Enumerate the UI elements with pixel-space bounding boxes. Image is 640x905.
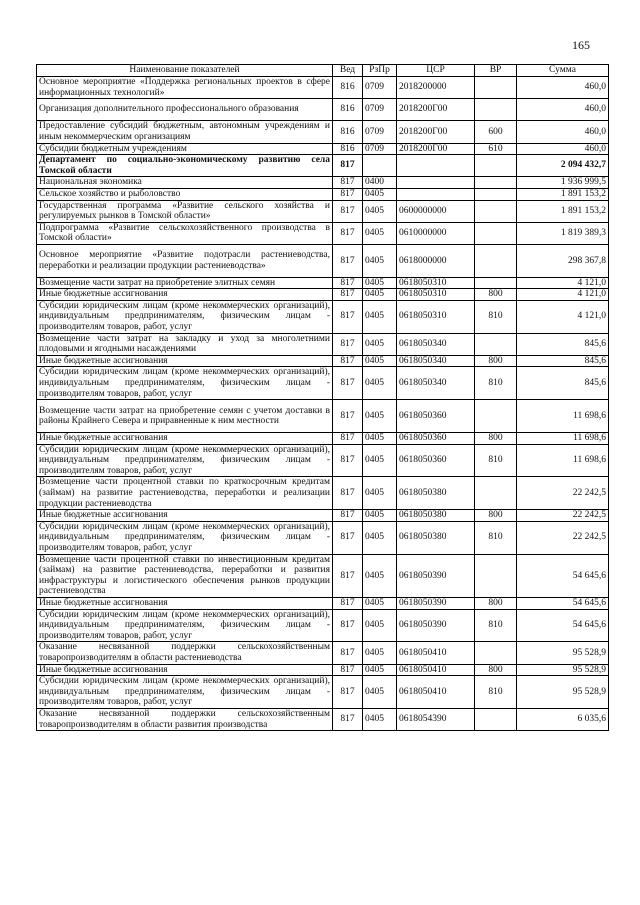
cell-rzpr bbox=[363, 155, 397, 177]
cell-rzpr: 0405 bbox=[363, 676, 397, 709]
cell-name: Возмещение части процентной ставки по инвестиционным кредитам (займам) на развитие растениеводства, переработки и развития инфраструктуры и логистического обеспечения рынков продукции растениеводства bbox=[37, 554, 333, 597]
cell-ved: 817 bbox=[333, 664, 363, 676]
cell-ved: 817 bbox=[333, 709, 363, 731]
cell-rzpr: 0405 bbox=[363, 598, 397, 610]
cell-sum: 1 936 999,5 bbox=[517, 177, 609, 189]
cell-csr: 0600000000 bbox=[397, 200, 475, 222]
cell-sum: 22 242,5 bbox=[517, 477, 609, 510]
cell-rzpr: 0405 bbox=[363, 300, 397, 333]
cell-sum: 22 242,5 bbox=[517, 521, 609, 554]
cell-rzpr: 0405 bbox=[363, 222, 397, 244]
cell-name: Основное мероприятие «Развитие подотрасли растениеводства, переработки и реализации продукции растениеводства» bbox=[37, 244, 333, 277]
cell-ved: 817 bbox=[333, 676, 363, 709]
cell-ved: 817 bbox=[333, 244, 363, 277]
cell-sum: 460,0 bbox=[517, 77, 609, 99]
cell-name: Субсидии юридическим лицам (кроме некоммерческих организаций), индивидуальным предпринимателям, физическим лицам - производителям товаров, работ, услуг bbox=[37, 367, 333, 400]
table-row bbox=[37, 367, 609, 400]
cell-name: Субсидии юридическим лицам (кроме некоммерческих организаций), индивидуальным предпринимателям, физическим лицам - производителям товаров, работ, услуг bbox=[37, 676, 333, 709]
cell-sum: 1 891 153,2 bbox=[517, 188, 609, 200]
cell-csr: 2018200Г00 bbox=[397, 99, 475, 121]
table-row bbox=[37, 277, 609, 289]
cell-sum: 4 121,0 bbox=[517, 289, 609, 301]
cell-sum: 2 094 432,7 bbox=[517, 155, 609, 177]
cell-name: Иные бюджетные ассигнования bbox=[37, 289, 333, 301]
table-row bbox=[37, 554, 609, 597]
cell-rzpr: 0405 bbox=[363, 367, 397, 400]
cell-rzpr: 0405 bbox=[363, 433, 397, 445]
cell-sum: 11 698,6 bbox=[517, 444, 609, 477]
cell-vr: 610 bbox=[475, 143, 517, 155]
cell-vr bbox=[475, 200, 517, 222]
cell-ved: 817 bbox=[333, 289, 363, 301]
cell-rzpr: 0405 bbox=[363, 200, 397, 222]
cell-name: Государственная программа «Развитие сельского хозяйства и регулируемых рынков в Томской области» bbox=[37, 200, 333, 222]
cell-rzpr: 0709 bbox=[363, 99, 397, 121]
cell-rzpr: 0405 bbox=[363, 244, 397, 277]
cell-sum: 11 698,6 bbox=[517, 433, 609, 445]
cell-rzpr: 0400 bbox=[363, 177, 397, 189]
cell-rzpr: 0405 bbox=[363, 709, 397, 731]
cell-ved: 816 bbox=[333, 121, 363, 143]
cell-vr bbox=[475, 277, 517, 289]
cell-vr: 800 bbox=[475, 355, 517, 367]
cell-ved: 817 bbox=[333, 300, 363, 333]
table-row bbox=[37, 333, 609, 355]
cell-csr: 0618050360 bbox=[397, 400, 475, 433]
cell-vr: 810 bbox=[475, 676, 517, 709]
budget-table bbox=[36, 64, 609, 731]
cell-csr: 0618050390 bbox=[397, 554, 475, 597]
cell-csr: 0618050340 bbox=[397, 333, 475, 355]
cell-ved: 817 bbox=[333, 367, 363, 400]
table-row bbox=[37, 676, 609, 709]
cell-rzpr: 0405 bbox=[363, 642, 397, 664]
cell-vr: 810 bbox=[475, 444, 517, 477]
cell-name: Департамент по социально-экономическому развитию села Томской области bbox=[37, 155, 333, 177]
cell-csr: 0618050410 bbox=[397, 664, 475, 676]
cell-vr: 800 bbox=[475, 289, 517, 301]
cell-csr: 0618050360 bbox=[397, 444, 475, 477]
cell-vr bbox=[475, 554, 517, 597]
table-row bbox=[37, 222, 609, 244]
cell-name: Оказание несвязанной поддержки сельскохозяйственным товаропроизводителям в области развития производства bbox=[37, 709, 333, 731]
table-row bbox=[37, 300, 609, 333]
cell-sum: 845,6 bbox=[517, 333, 609, 355]
header-vr: ВР bbox=[475, 65, 517, 77]
table-row bbox=[37, 188, 609, 200]
cell-vr bbox=[475, 709, 517, 731]
cell-sum: 4 121,0 bbox=[517, 277, 609, 289]
cell-rzpr: 0405 bbox=[363, 510, 397, 522]
table-row bbox=[37, 177, 609, 189]
table-row bbox=[37, 664, 609, 676]
cell-sum: 54 645,6 bbox=[517, 598, 609, 610]
table-row bbox=[37, 477, 609, 510]
cell-ved: 816 bbox=[333, 99, 363, 121]
cell-vr: 800 bbox=[475, 664, 517, 676]
cell-ved: 816 bbox=[333, 143, 363, 155]
cell-sum: 460,0 bbox=[517, 121, 609, 143]
cell-sum: 1 819 389,3 bbox=[517, 222, 609, 244]
cell-rzpr: 0405 bbox=[363, 277, 397, 289]
cell-ved: 817 bbox=[333, 510, 363, 522]
cell-vr: 800 bbox=[475, 433, 517, 445]
cell-ved: 817 bbox=[333, 444, 363, 477]
cell-csr: 0618050380 bbox=[397, 477, 475, 510]
cell-name: Субсидии юридическим лицам (кроме некоммерческих организаций), индивидуальным предпринимателям, физическим лицам - производителям товаров, работ, услуг bbox=[37, 300, 333, 333]
cell-rzpr: 0405 bbox=[363, 289, 397, 301]
cell-csr bbox=[397, 155, 475, 177]
cell-sum: 95 528,9 bbox=[517, 676, 609, 709]
header-ved: Вед bbox=[333, 65, 363, 77]
cell-ved: 817 bbox=[333, 642, 363, 664]
cell-vr: 600 bbox=[475, 121, 517, 143]
cell-sum: 4 121,0 bbox=[517, 300, 609, 333]
cell-vr bbox=[475, 333, 517, 355]
table-row bbox=[37, 99, 609, 121]
cell-name: Национальная экономика bbox=[37, 177, 333, 189]
table-row bbox=[37, 709, 609, 731]
cell-csr: 0618000000 bbox=[397, 244, 475, 277]
cell-name: Подпрограмма «Развитие сельскохозяйственного производства в Томской области» bbox=[37, 222, 333, 244]
cell-ved: 817 bbox=[333, 521, 363, 554]
cell-csr: 0618050380 bbox=[397, 521, 475, 554]
cell-name: Сельское хозяйство и рыболовство bbox=[37, 188, 333, 200]
cell-csr: 2018200000 bbox=[397, 77, 475, 99]
cell-rzpr: 0405 bbox=[363, 554, 397, 597]
cell-vr: 810 bbox=[475, 521, 517, 554]
table-row bbox=[37, 155, 609, 177]
cell-vr: 810 bbox=[475, 609, 517, 642]
cell-name: Иные бюджетные ассигнования bbox=[37, 664, 333, 676]
cell-name: Возмещение части затрат на приобретение элитных семян bbox=[37, 277, 333, 289]
cell-ved: 817 bbox=[333, 433, 363, 445]
cell-vr bbox=[475, 188, 517, 200]
table-row bbox=[37, 355, 609, 367]
cell-rzpr: 0405 bbox=[363, 521, 397, 554]
cell-ved: 817 bbox=[333, 155, 363, 177]
cell-ved: 817 bbox=[333, 609, 363, 642]
header-sum: Сумма bbox=[517, 65, 609, 77]
cell-csr: 0618050410 bbox=[397, 676, 475, 709]
cell-sum: 845,6 bbox=[517, 367, 609, 400]
cell-vr bbox=[475, 99, 517, 121]
cell-rzpr: 0405 bbox=[363, 444, 397, 477]
cell-sum: 460,0 bbox=[517, 99, 609, 121]
cell-ved: 817 bbox=[333, 188, 363, 200]
cell-vr bbox=[475, 155, 517, 177]
cell-name: Субсидии бюджетным учреждениям bbox=[37, 143, 333, 155]
cell-name: Иные бюджетные ассигнования bbox=[37, 598, 333, 610]
cell-vr bbox=[475, 244, 517, 277]
cell-vr bbox=[475, 222, 517, 244]
table-row bbox=[37, 244, 609, 277]
cell-name: Предоставление субсидий бюджетным, автономным учреждениям и иным некоммерческим организациям bbox=[37, 121, 333, 143]
cell-csr: 2018200Г00 bbox=[397, 121, 475, 143]
cell-vr bbox=[475, 177, 517, 189]
cell-sum: 11 698,6 bbox=[517, 400, 609, 433]
table-row bbox=[37, 510, 609, 522]
cell-csr: 0618050340 bbox=[397, 355, 475, 367]
cell-ved: 817 bbox=[333, 333, 363, 355]
cell-sum: 95 528,9 bbox=[517, 642, 609, 664]
cell-vr bbox=[475, 477, 517, 510]
cell-rzpr: 0709 bbox=[363, 143, 397, 155]
table-row bbox=[37, 444, 609, 477]
header-name: Наименование показателей bbox=[37, 65, 333, 77]
cell-rzpr: 0405 bbox=[363, 477, 397, 510]
cell-csr: 0610000000 bbox=[397, 222, 475, 244]
table-row bbox=[37, 433, 609, 445]
table-row bbox=[37, 121, 609, 143]
cell-sum: 54 645,6 bbox=[517, 609, 609, 642]
cell-ved: 817 bbox=[333, 355, 363, 367]
cell-name: Субсидии юридическим лицам (кроме некоммерческих организаций), индивидуальным предпринимателям, физическим лицам - производителям товаров, работ, услуг bbox=[37, 609, 333, 642]
cell-vr: 810 bbox=[475, 300, 517, 333]
cell-vr bbox=[475, 642, 517, 664]
table-row bbox=[37, 143, 609, 155]
header-rzpr: РзПр bbox=[363, 65, 397, 77]
cell-csr: 0618050360 bbox=[397, 433, 475, 445]
cell-vr bbox=[475, 77, 517, 99]
page-number: 165 bbox=[572, 38, 590, 52]
table-row bbox=[37, 77, 609, 99]
cell-csr: 0618050310 bbox=[397, 289, 475, 301]
cell-csr: 0618050390 bbox=[397, 609, 475, 642]
cell-name: Возмещение части затрат на приобретение семян с учетом доставки в районы Крайнего Севера и приравненные к ним местности bbox=[37, 400, 333, 433]
cell-name: Организация дополнительного профессионального образования bbox=[37, 99, 333, 121]
cell-vr: 800 bbox=[475, 598, 517, 610]
table-row bbox=[37, 642, 609, 664]
cell-vr: 810 bbox=[475, 367, 517, 400]
cell-sum: 54 645,6 bbox=[517, 554, 609, 597]
cell-csr bbox=[397, 177, 475, 189]
cell-ved: 817 bbox=[333, 477, 363, 510]
cell-rzpr: 0405 bbox=[363, 400, 397, 433]
table-row bbox=[37, 521, 609, 554]
cell-rzpr: 0405 bbox=[363, 333, 397, 355]
cell-csr: 0618050410 bbox=[397, 642, 475, 664]
table-row bbox=[37, 609, 609, 642]
cell-ved: 817 bbox=[333, 598, 363, 610]
cell-csr: 0618050340 bbox=[397, 367, 475, 400]
cell-rzpr: 0405 bbox=[363, 609, 397, 642]
cell-vr: 800 bbox=[475, 510, 517, 522]
cell-name: Иные бюджетные ассигнования bbox=[37, 510, 333, 522]
cell-name: Иные бюджетные ассигнования bbox=[37, 355, 333, 367]
cell-name: Возмещение части процентной ставки по краткосрочным кредитам (займам) на развитие растениеводства, переработки и реализации продукции растениеводства bbox=[37, 477, 333, 510]
cell-csr: 0618050310 bbox=[397, 277, 475, 289]
cell-csr: 0618050380 bbox=[397, 510, 475, 522]
cell-vr bbox=[475, 400, 517, 433]
cell-csr: 2018200Г00 bbox=[397, 143, 475, 155]
header-csr: ЦСР bbox=[397, 65, 475, 77]
table-row bbox=[37, 598, 609, 610]
cell-name: Возмещение части затрат на закладку и уход за многолетними плодовыми и ягодными насаждениями bbox=[37, 333, 333, 355]
cell-sum: 1 891 153,2 bbox=[517, 200, 609, 222]
cell-csr: 0618050310 bbox=[397, 300, 475, 333]
cell-name: Основное мероприятие «Поддержка региональных проектов в сфере информационных технологий» bbox=[37, 77, 333, 99]
cell-ved: 817 bbox=[333, 200, 363, 222]
cell-csr: 0618050390 bbox=[397, 598, 475, 610]
table-header-row bbox=[37, 65, 609, 77]
cell-rzpr: 0405 bbox=[363, 188, 397, 200]
cell-rzpr: 0709 bbox=[363, 121, 397, 143]
cell-csr: 0618054390 bbox=[397, 709, 475, 731]
cell-sum: 95 528,9 bbox=[517, 664, 609, 676]
cell-name: Субсидии юридическим лицам (кроме некоммерческих организаций), индивидуальным предпринимателям, физическим лицам - производителям товаров, работ, услуг bbox=[37, 444, 333, 477]
cell-name: Иные бюджетные ассигнования bbox=[37, 433, 333, 445]
cell-ved: 817 bbox=[333, 177, 363, 189]
cell-rzpr: 0405 bbox=[363, 664, 397, 676]
cell-sum: 22 242,5 bbox=[517, 510, 609, 522]
table-body bbox=[37, 77, 609, 731]
cell-ved: 817 bbox=[333, 554, 363, 597]
cell-ved: 817 bbox=[333, 222, 363, 244]
cell-sum: 6 035,6 bbox=[517, 709, 609, 731]
cell-sum: 460,0 bbox=[517, 143, 609, 155]
cell-name: Оказание несвязанной поддержки сельскохозяйственным товаропроизводителям в области растениеводства bbox=[37, 642, 333, 664]
cell-ved: 817 bbox=[333, 277, 363, 289]
cell-rzpr: 0405 bbox=[363, 355, 397, 367]
cell-rzpr: 0709 bbox=[363, 77, 397, 99]
cell-sum: 298 367,8 bbox=[517, 244, 609, 277]
cell-sum: 845,6 bbox=[517, 355, 609, 367]
cell-name: Субсидии юридическим лицам (кроме некоммерческих организаций), индивидуальным предпринимателям, физическим лицам - производителям товаров, работ, услуг bbox=[37, 521, 333, 554]
table-row bbox=[37, 400, 609, 433]
cell-ved: 816 bbox=[333, 77, 363, 99]
cell-csr bbox=[397, 188, 475, 200]
cell-ved: 817 bbox=[333, 400, 363, 433]
table-row bbox=[37, 200, 609, 222]
table-row bbox=[37, 289, 609, 301]
